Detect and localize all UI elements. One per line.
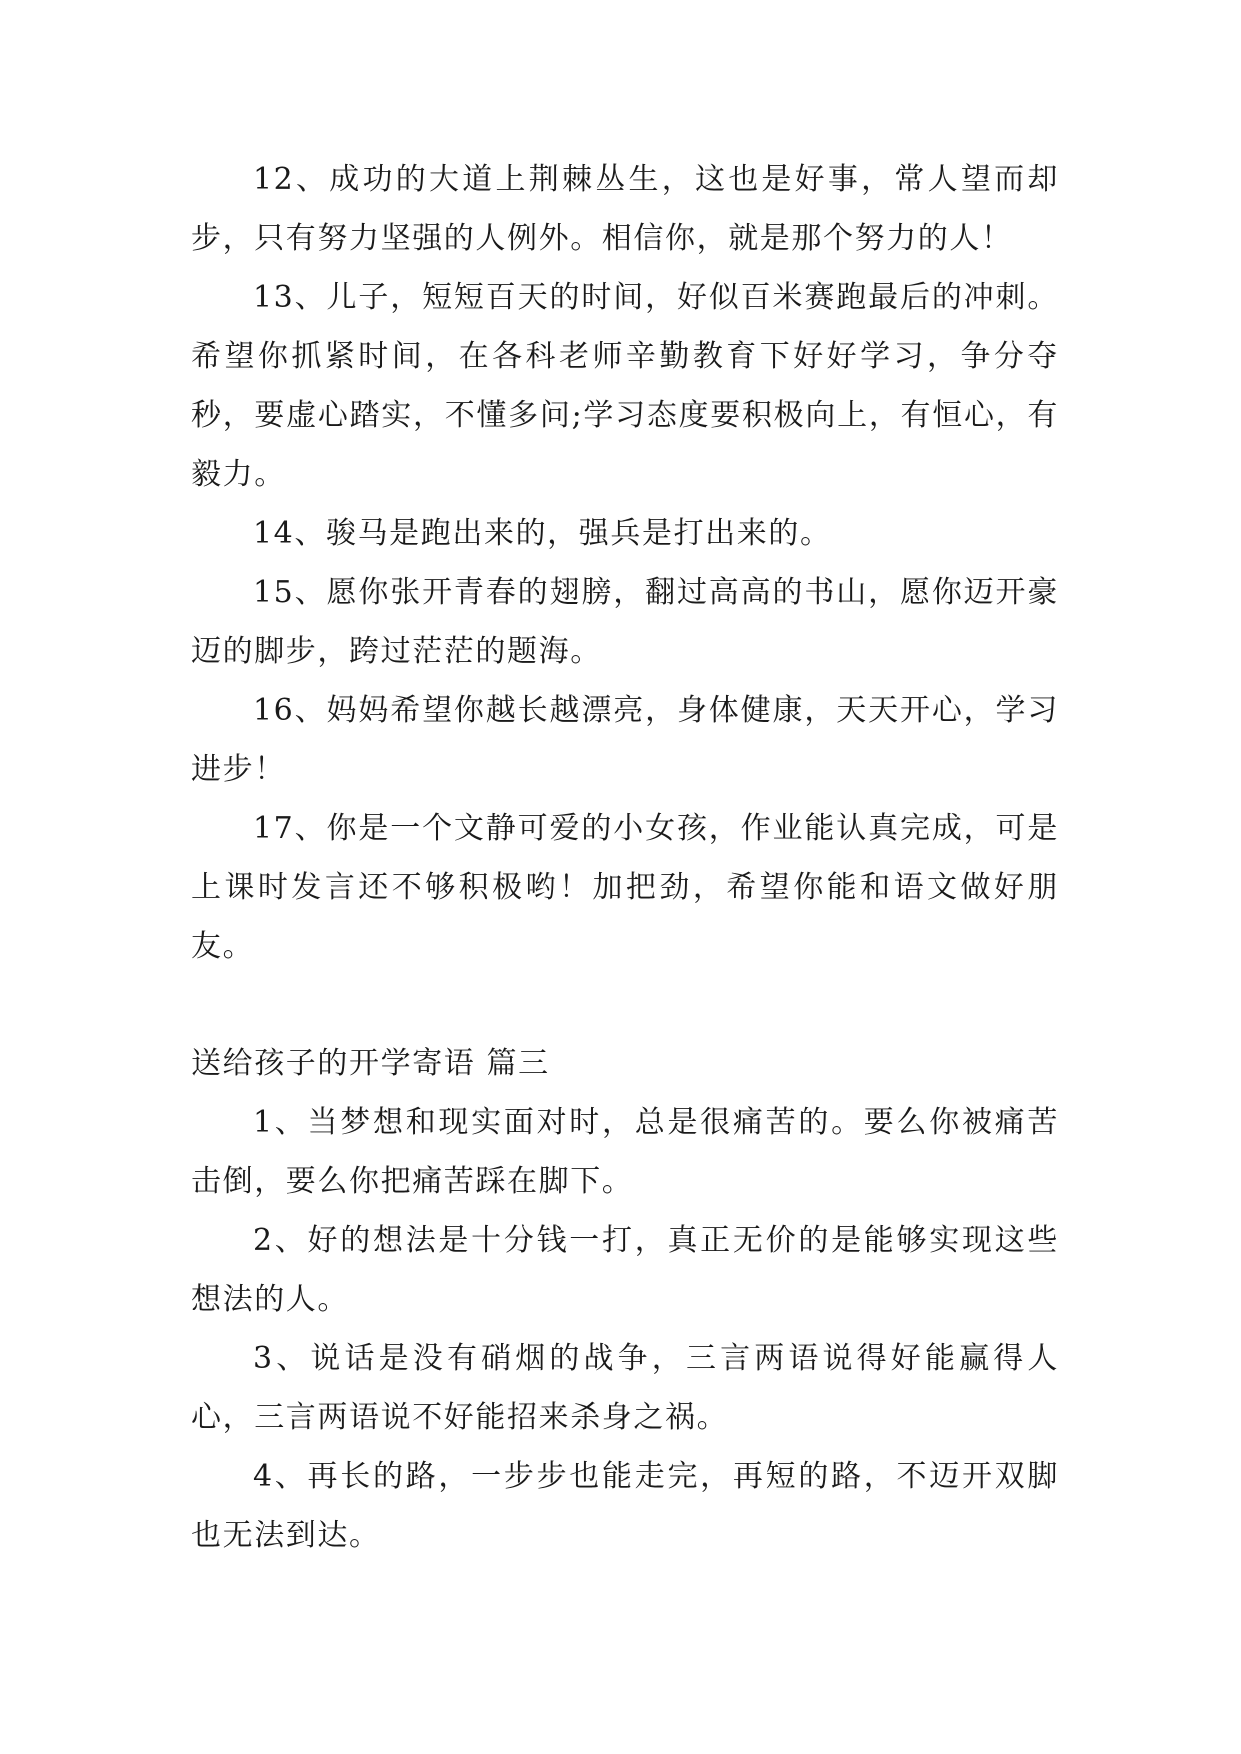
- paragraph-item-16: 16、妈妈希望你越长越漂亮，身体健康，天天开心，学习进步！: [191, 693, 1059, 787]
- paragraph-item-12: 12、成功的大道上荆棘丛生，这也是好事，常人望而却步，只有努力坚强的人例外。相信你，就是那个努力的人！: [191, 162, 1059, 256]
- paragraph-item-14: 14、骏马是跑出来的，强兵是打出来的。: [253, 516, 832, 551]
- paragraph-item-13: 13、儿子，短短百天的时间，好似百米赛跑最后的冲刺。希望你抓紧时间，在各科老师辛勤教育下好好学习，争分夺秒，要虚心踏实，不懂多问;学习态度要积极向上，有恒心，有毅力。: [191, 280, 1059, 492]
- paragraph-item-2: 2、好的想法是十分钱一打，真正无价的是能够实现这些想法的人。: [191, 1223, 1059, 1317]
- section-heading: 送给孩子的开学寄语 篇三: [191, 1046, 550, 1081]
- paragraph-item-17: 17、你是一个文静可爱的小女孩，作业能认真完成，可是上课时发言还不够积极哟！加把劲，希望你能和语文做好朋友。: [191, 811, 1059, 964]
- paragraph-item-3: 3、说话是没有硝烟的战争，三言两语说得好能赢得人心，三言两语说不好能招来杀身之祸。: [191, 1341, 1059, 1435]
- paragraph-item-15: 15、愿你张开青春的翅膀，翻过高高的书山，愿你迈开豪迈的脚步，跨过茫茫的题海。: [191, 575, 1059, 669]
- paragraph-item-1: 1、当梦想和现实面对时，总是很痛苦的。要么你被痛苦击倒，要么你把痛苦踩在脚下。: [191, 1105, 1059, 1199]
- document-page: [191, 150, 1059, 1565]
- paragraph-item-4: 4、再长的路，一步步也能走完，再短的路，不迈开双脚也无法到达。: [191, 1459, 1059, 1553]
